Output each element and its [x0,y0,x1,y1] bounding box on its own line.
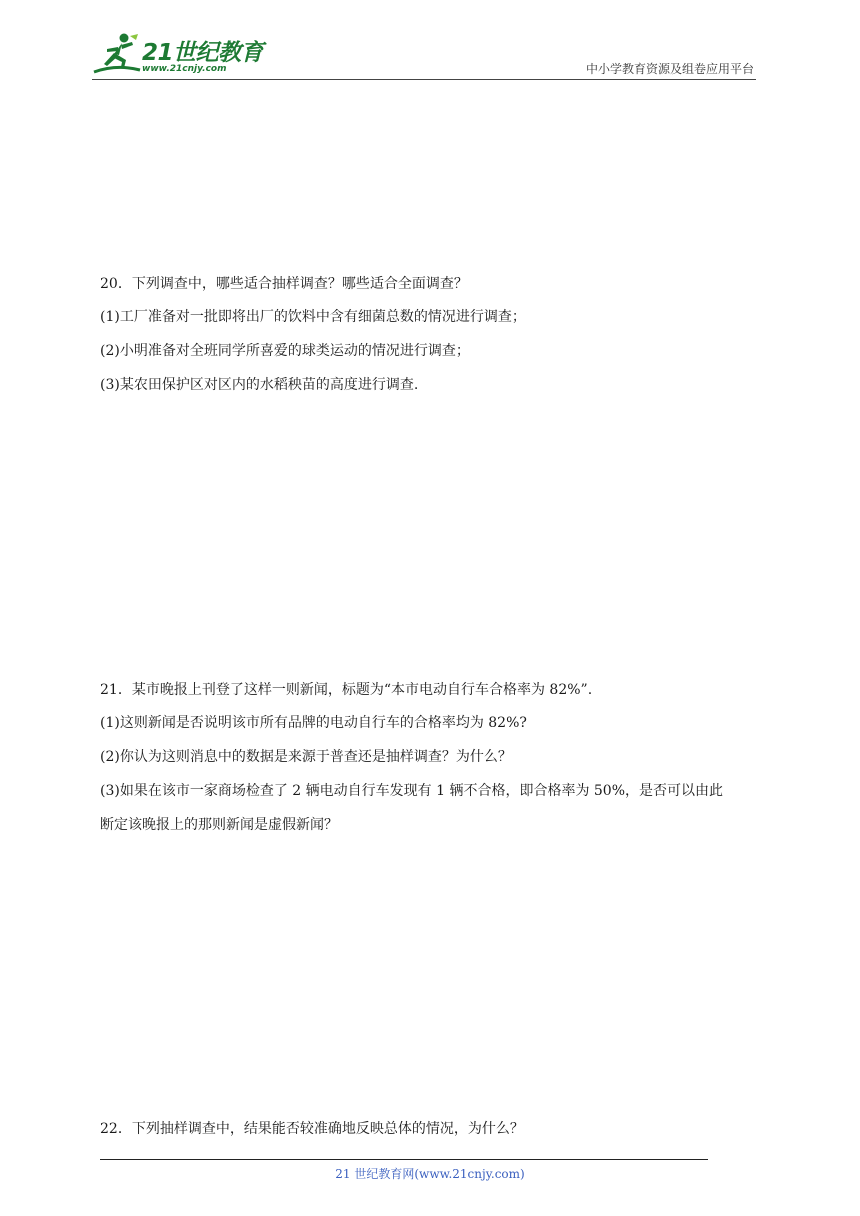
question-20-stem: 20．下列调查中，哪些适合抽样调查？哪些适合全面调查？ [100,276,468,292]
question-21-item-2: (2)你认为这则消息中的数据是来源于普查还是抽样调查？为什么？ [100,749,512,765]
footer-link[interactable]: 21 世纪教育网(www.21cnjy.com) [335,1167,525,1181]
header-divider [92,79,756,80]
question-20-item-2: (2)小明准备对全班同学所喜爱的球类运动的情况进行调查； [100,343,470,359]
site-logo[interactable] [92,30,267,80]
page-header [0,0,860,90]
question-21-item-1: (1)这则新闻是否说明该市所有品牌的电动自行车的合格率均为 82%? [100,715,527,731]
question-21-item-3: (3)如果在该市一家商场检查了 2 辆电动自行车发现有 1 辆不合格，即合格率为 50%，是否可以由此 [100,783,724,799]
header-tagline: 中小学教育资源及组卷应用平台 [585,62,754,76]
logo-title: 21世纪教育 [142,40,264,66]
question-21-stem: 21．某市晚报上刊登了这样一则新闻，标题为“本市电动自行车合格率为 82%”. [100,682,593,698]
logo-url: www.21cnjy.com [142,64,227,74]
question-20-item-1: (1)工厂准备对一批即将出厂的饮料中含有细菌总数的情况进行调查； [100,309,526,325]
footer-divider [100,1159,708,1160]
running-man-icon [92,30,142,76]
question-21-item-3-cont: 断定该晚报上的那则新闻是虚假新闻？ [100,817,338,833]
question-20-item-3: (3)某农田保护区对区内的水稻秧苗的高度进行调查. [100,377,419,393]
question-22-stem: 22．下列抽样调查中，结果能否较准确地反映总体的情况，为什么？ [100,1121,524,1137]
